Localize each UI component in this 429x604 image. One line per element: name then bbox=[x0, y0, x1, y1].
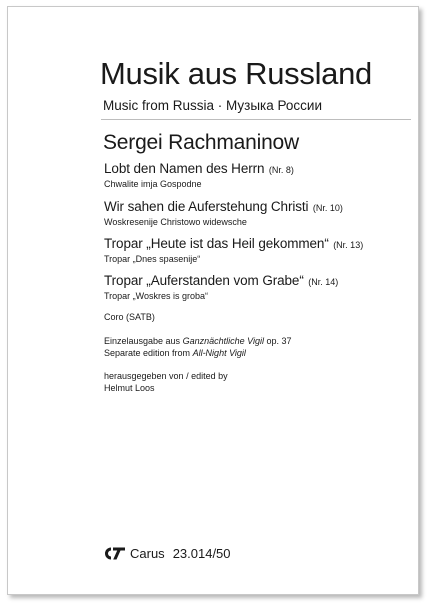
work-number: (Nr. 14) bbox=[308, 277, 339, 287]
scoring: Coro (SATB) bbox=[104, 312, 155, 322]
work-title: Wir sahen die Auferstehung Christi bbox=[104, 199, 309, 214]
composer-name: Sergei Rachmaninow bbox=[103, 131, 300, 154]
work-alt-title: Tropar „Woskres is groba“ bbox=[104, 291, 209, 301]
edition-work-de: Ganznächtliche Vigil bbox=[182, 336, 264, 346]
work-number: (Nr. 13) bbox=[333, 240, 364, 250]
catalog-number: 23.014/50 bbox=[172, 546, 231, 561]
work-item bbox=[104, 272, 338, 301]
series-title: Musik aus Russland bbox=[100, 56, 372, 91]
divider bbox=[101, 119, 411, 120]
work-title: Tropar „Heute ist das Heil gekommen“ bbox=[104, 236, 329, 251]
work-item bbox=[104, 235, 363, 264]
carus-logo-icon bbox=[104, 546, 126, 561]
publisher-name: Carus bbox=[130, 546, 165, 561]
edition-note-de: Einzelausgabe aus Ganznächtliche Vigil op. 37 bbox=[104, 336, 292, 346]
work-alt-title: Woskresenije Christowo widewsche bbox=[104, 217, 247, 227]
editor-label: herausgegeben von / edited by bbox=[104, 371, 228, 381]
work-title: Tropar „Auferstanden vom Grabe“ bbox=[104, 273, 304, 288]
work-number: (Nr. 10) bbox=[312, 203, 343, 213]
work-alt-title: Tropar „Dnes spasenije“ bbox=[104, 254, 201, 264]
work-number: (Nr. 8) bbox=[268, 165, 294, 175]
work-item bbox=[104, 198, 343, 227]
work-title: Lobt den Namen des Herrn bbox=[104, 161, 265, 176]
edition-work-en: All-Night Vigil bbox=[192, 347, 246, 358]
publisher-line bbox=[104, 546, 231, 561]
series-subtitle: Music from Russia · Музыка России bbox=[103, 98, 323, 113]
edition-note-en: Separate edition from All-Night Vigil bbox=[104, 347, 246, 358]
score-cover bbox=[7, 6, 419, 595]
editor-credit bbox=[104, 371, 228, 394]
edition-note bbox=[104, 336, 291, 359]
work-item bbox=[104, 160, 294, 189]
editor-name: Helmut Loos bbox=[104, 382, 155, 393]
work-alt-title: Chwalite imja Gospodne bbox=[104, 179, 202, 189]
